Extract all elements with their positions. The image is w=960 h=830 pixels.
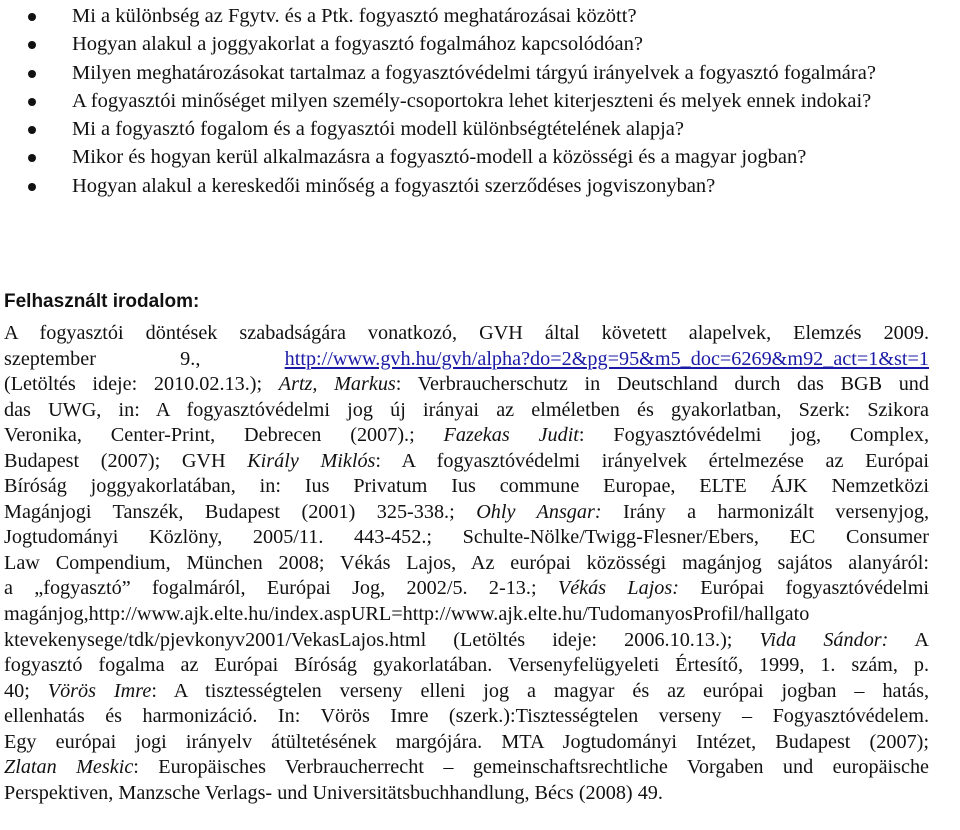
- reference-line: magánjog,http://www.ajk.elte.hu/index.aspURL=http://www.ajk.elte.hu/TudomanyosProfil/hallgato: [4, 603, 810, 626]
- reference-text: Budapest (2007); GVH: [4, 449, 226, 472]
- reference-line: Bíróság joggyakorlatában, in: Ius Privatum Ius commune Europae, ELTE ÁJK Nemzetközi: [4, 475, 929, 498]
- question-list: [0, 2, 960, 200]
- reference-line: [4, 628, 929, 654]
- question-text: Mi a fogyasztó fogalom és a fogyasztói modell különbségtételének alapja?: [72, 118, 684, 141]
- reference-line: [4, 576, 929, 602]
- bibliography: [4, 321, 929, 806]
- reference-author: Vékás Lajos:: [557, 577, 679, 600]
- question-text: A fogyasztói minőséget milyen személy-csoportokra lehet kiterjeszteni és melyek ennek indokai?: [72, 89, 872, 112]
- section-heading: Felhasznált irodalom:: [4, 291, 200, 312]
- bullet-icon: [28, 183, 36, 191]
- reference-text: a „fogyasztó” fogalmáról, Európai Jog, 2002/5. 2-13.;: [4, 577, 537, 600]
- reference-author: Vida Sándor:: [759, 628, 889, 651]
- bullet-icon: [28, 13, 36, 21]
- list-item: [0, 87, 960, 115]
- list-item: [0, 59, 960, 87]
- reference-line: [4, 423, 929, 449]
- reference-text: : A fogyasztóvédelmi irányelvek értelmezése az Európai: [375, 449, 929, 472]
- reference-line: Jogtudományi Közlöny, 2005/11. 443-452.; Schulte-Nölke/Twigg-Flesner/Ebers, EC Consumer: [4, 526, 929, 549]
- question-text: Mikor és hogyan kerül alkalmazásra a fogyasztó-modell a közösségi és a magyar jogban?: [72, 146, 807, 169]
- reference-line: Egy európai jogi irányelv átültetésének margójára. MTA Jogtudományi Intézet, Budapest (2007);: [4, 730, 929, 753]
- reference-text: Magánjogi Tanszék, Budapest (2001) 325-338.;: [4, 500, 455, 523]
- reference-line: Perspektiven, Manzsche Verlags- und Universitätsbuchhandlung, Bécs (2008) 49.: [4, 781, 663, 804]
- reference-line: [4, 372, 929, 398]
- reference-line: [4, 679, 929, 705]
- bullet-icon: [28, 41, 36, 49]
- list-item: [0, 143, 960, 171]
- reference-text: Veronika, Center-Print, Debrecen (2007).;: [4, 424, 415, 447]
- reference-text: ktevekenysege/tdk/pjevkonyv2001/VekasLajos.html (Letöltés ideje: 2006.10.13.);: [4, 628, 733, 651]
- reference-text: Irány a harmonizált versenyjog,: [623, 500, 930, 523]
- question-text: Hogyan alakul a joggyakorlat a fogyasztó fogalmához kapcsolódóan?: [72, 33, 643, 56]
- reference-text: A: [914, 628, 929, 651]
- reference-author: Fazekas Judit: [443, 424, 579, 447]
- reference-text: : Europäisches Verbraucherrecht – gemeinschaftsrechtliche Vorgaben und europäische: [133, 756, 930, 779]
- reference-line: [4, 755, 929, 781]
- question-text: Hogyan alakul a kereskedői minőség a fogyasztói szerződéses jogviszonyban?: [72, 174, 716, 197]
- reference-line: A fogyasztói döntések szabadságára vonatkozó, GVH által követett alapelvek, Elemzés 2009.: [4, 322, 929, 344]
- reference-text: szeptember 9.,: [4, 347, 201, 370]
- reference-author: Király Miklós: [247, 449, 376, 472]
- bullet-icon: [28, 126, 36, 134]
- reference-line: fogyasztó fogalma az Európai Bíróság gyakorlatában. Versenyfelügyeleti Értesítő, 1999, 1. szám, p.: [4, 654, 929, 677]
- question-text: Mi a különbség az Fgytv. és a Ptk. fogyasztó meghatározásai között?: [72, 5, 637, 27]
- reference-line: ellenhatás és harmonizáció. In: Vörös Imre (szerk.):Tisztességtelen verseny – Fogyasztóvédelem.: [4, 705, 929, 728]
- reference-author: Ohly Ansgar:: [476, 500, 602, 523]
- reference-author: Zlatan Meskic: [4, 756, 134, 779]
- question-text: Milyen meghatározásokat tartalmaz a fogyasztóvédelmi tárgyú irányelvek a fogyasztó fogalmára?: [72, 61, 876, 84]
- reference-link[interactable]: http://www.gvh.hu/gvh/alpha?do=2&pg=95&m5_doc=6269&m92_act=1&st=1: [284, 347, 930, 370]
- reference-text: : Fogyasztóvédelmi jog, Complex,: [578, 424, 929, 447]
- reference-author: Vörös Imre: [47, 679, 152, 702]
- list-item: [0, 172, 960, 200]
- reference-line: Law Compendium, München 2008; Vékás Lajos, Az európai közösségi magánjog sajátos alanyáról:: [4, 551, 929, 574]
- reference-text: : A tisztességtelen verseny elleni jog a magyar és az európai jogban – hatás,: [151, 679, 929, 702]
- reference-line: [4, 500, 929, 526]
- list-item: [0, 2, 960, 30]
- list-item: [0, 30, 960, 58]
- reference-line: [4, 449, 929, 475]
- bullet-icon: [28, 70, 36, 78]
- bullet-icon: [28, 154, 36, 162]
- bullet-icon: [28, 98, 36, 106]
- reference-author: Artz, Markus: [278, 373, 396, 396]
- list-item: [0, 115, 960, 143]
- reference-line: das UWG, in: A fogyasztóvédelmi jog új irányai az elméletben és gyakorlatban, Szerk: Szikora: [4, 398, 929, 421]
- reference-text: Európai fogyasztóvédelmi: [700, 577, 930, 600]
- reference-line: [4, 347, 929, 373]
- reference-text: (Letöltés ideje: 2010.02.13.);: [4, 373, 263, 396]
- reference-text: 40;: [4, 679, 30, 702]
- reference-text: : Verbraucherschutz in Deutschland durch das BGB und: [395, 373, 929, 396]
